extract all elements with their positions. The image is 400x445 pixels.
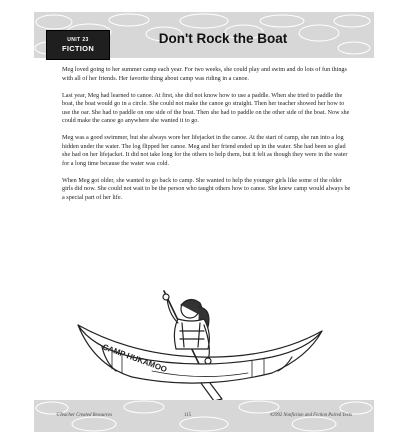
story-paragraph-1: Meg loved going to her summer camp each year. For two weeks, she could play and swim and do lots of fun things with all of her friends. Her favorite thing about camp was riding in a canoe. bbox=[62, 66, 347, 82]
story-paragraph-4: When Meg got older, she wanted to go back to camp. She wanted to help the younger girls like some of the older girls did now. She could not wait to be the person who taught others how to canoe. She knew camp would always be a special part of her life. bbox=[62, 176, 351, 201]
canoe-illustration bbox=[72, 287, 328, 403]
page-title: Don't Rock the Boat bbox=[158, 31, 288, 46]
footer-publisher: ©Teacher Created Resources bbox=[56, 413, 113, 418]
genre-label: FICTION bbox=[61, 44, 95, 53]
story-paragraph-2: Last year, Meg had learned to canoe. At first, she did not know how to use a paddle. When she tried to paddle the boat, the boat would go in a circle. She could not make the canoe go straight. Then her teacher showed her how to use the oar. She had to paddle on one side of the boat. Then she had to paddle on the other side of the boat. Now she could make the canoe go anywhere she wanted it to go. bbox=[62, 91, 350, 124]
unit-badge bbox=[46, 30, 110, 60]
story-text bbox=[62, 66, 352, 211]
footer-band bbox=[34, 400, 374, 432]
story-paragraph-3: Meg was a good swimmer, but she always wore her lifejacket in the canoe. At the start of camp, she ran into a log hidden under the water. The log flipped her canoe. Meg and her friend ended up in the water. She had been so glad she had on her lifejacket. It did not take long for the others to help them, but it felt as though they were in the water for a long time because the water was cold. bbox=[62, 134, 348, 167]
canoe-name-text: CAMP HUKAMOO bbox=[101, 342, 169, 375]
unit-label: UNIT 23 bbox=[67, 37, 89, 43]
footer-book-title: #2992 Nonfiction and Fiction Paired Texts bbox=[270, 413, 352, 418]
footer-page-number: 115 bbox=[184, 413, 192, 418]
